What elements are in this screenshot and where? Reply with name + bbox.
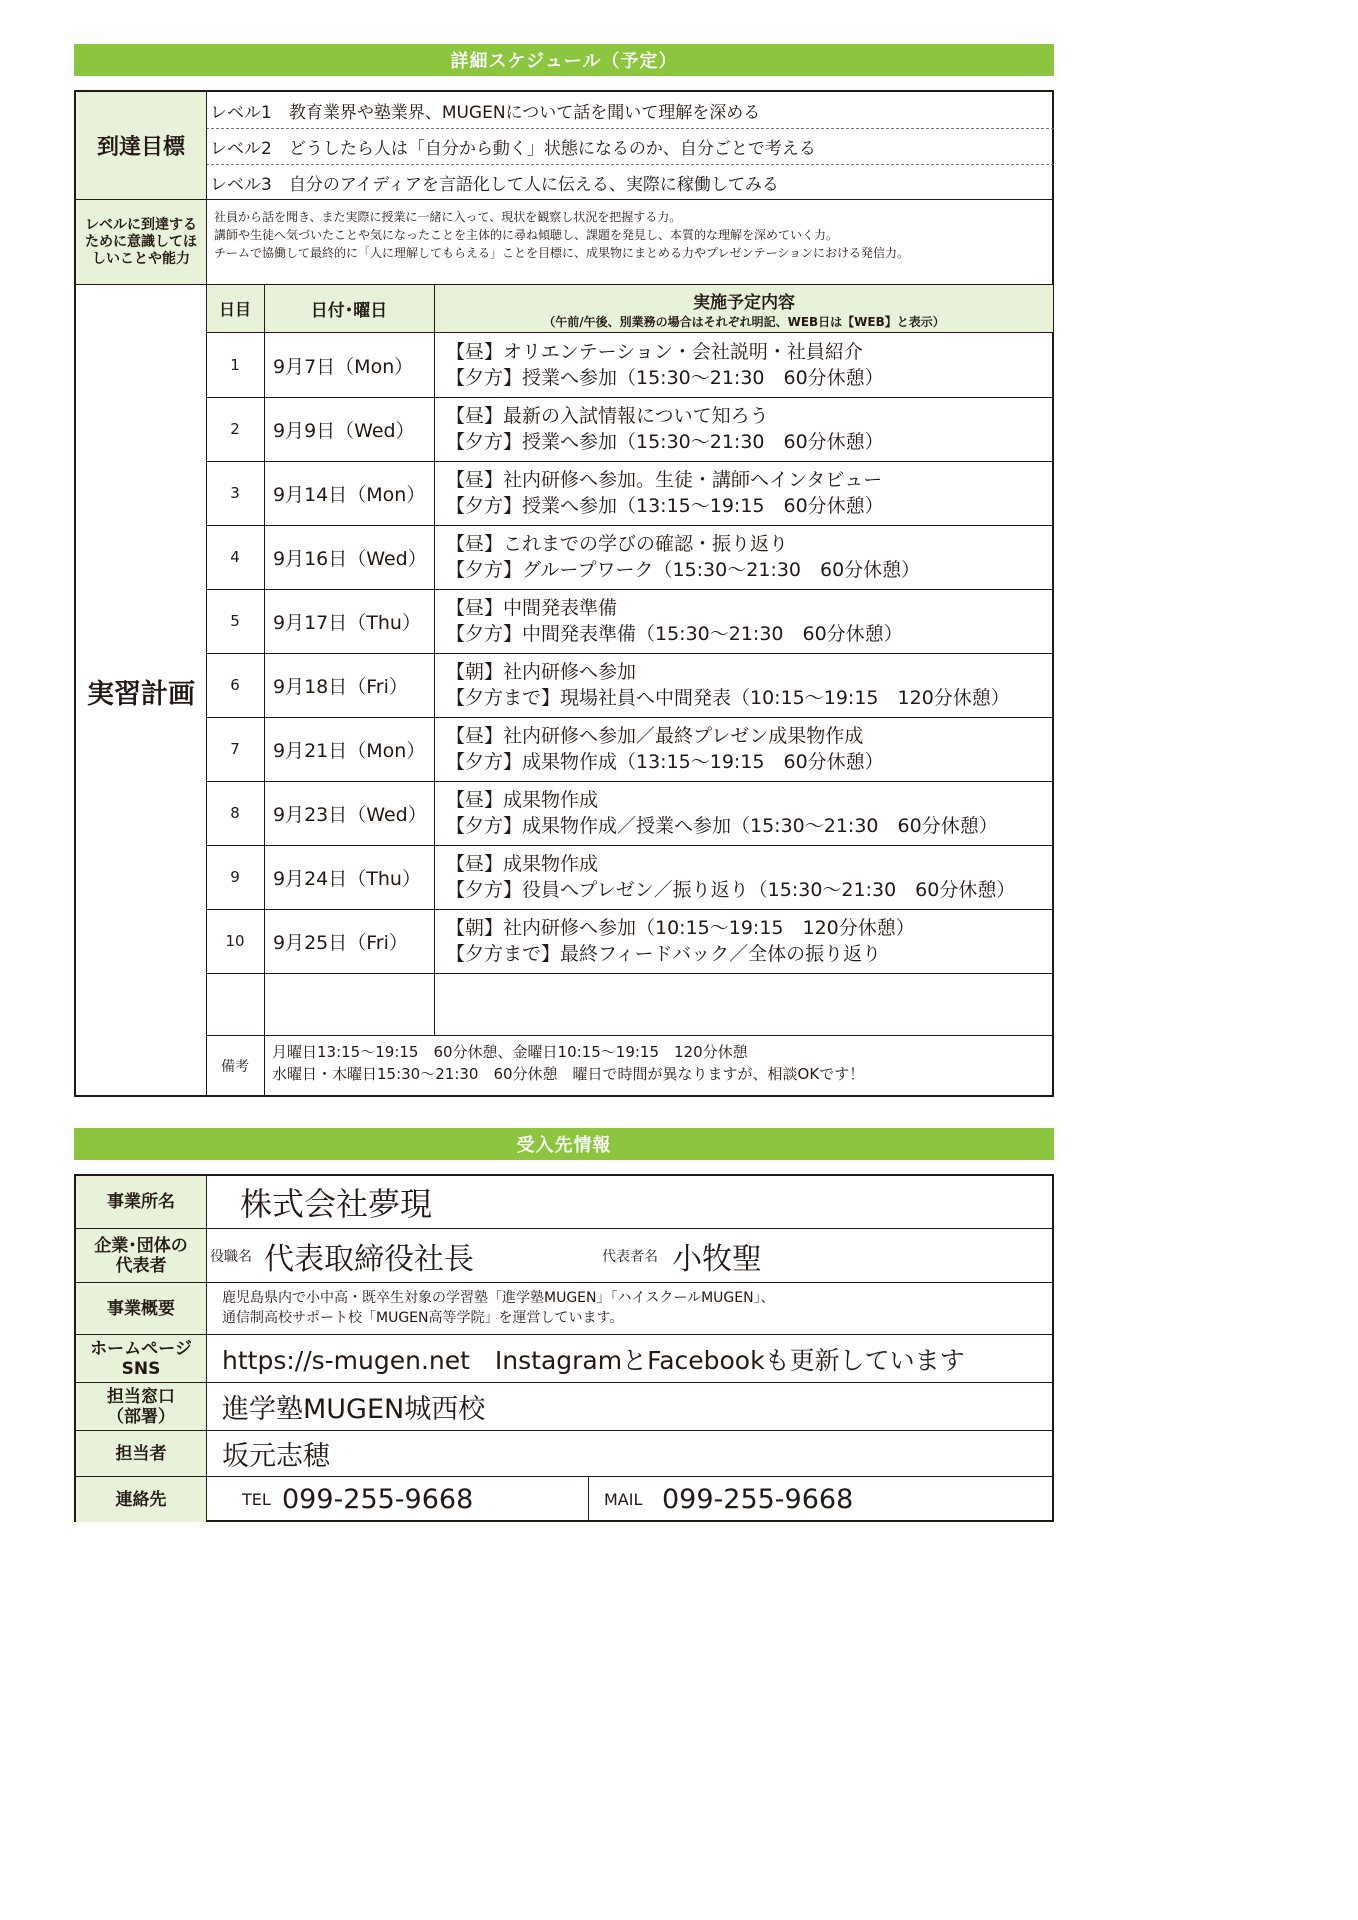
day-content xyxy=(446,461,884,525)
day-number: 4 xyxy=(230,548,240,566)
notes-line: 水曜日・木曜日15:30～21:30 60分休憩 曜日で時間が異なりますが、相談OKです！ xyxy=(272,1065,865,1083)
mail-value[interactable]: 099-255-9668 xyxy=(662,1484,854,1515)
goal-level-2: レベル2 どうしたら人は「自分から動く」状態になるのか、自分ごとで考える xyxy=(210,138,816,159)
day-content-line: 【昼】社内研修へ参加／最終プレゼン成果物作成 xyxy=(446,725,864,747)
day-date: 9月14日（Mon） xyxy=(273,483,426,506)
day-content-line: 【朝】社内研修へ参加（10:15～19:15 120分休憩） xyxy=(446,917,915,939)
department-value: 進学塾MUGEN城西校 xyxy=(222,1394,486,1425)
overview-line: 鹿児島県内で小中高・既卒生対象の学習塾「進学塾MUGEN」「ハイスクールMUGEN」、 xyxy=(222,1290,775,1306)
day-content xyxy=(446,909,915,973)
tel-value[interactable]: 099-255-9668 xyxy=(282,1484,474,1515)
day-content xyxy=(446,525,920,589)
day-date: 9月25日（Fri） xyxy=(273,931,408,954)
person-value: 坂元志穂 xyxy=(222,1441,330,1472)
day-content-line: 【昼】オリエンテーション・会社説明・社員紹介 xyxy=(446,341,863,363)
day-content-line: 【昼】成果物作成 xyxy=(446,853,599,875)
day-content xyxy=(446,333,884,397)
day-content xyxy=(446,653,1010,717)
mail-small-label: MAIL xyxy=(604,1490,643,1509)
day-number: 10 xyxy=(225,932,245,950)
rep-name-value: 小牧聖 xyxy=(672,1241,762,1277)
day-content-line: 【夕方まで】最終フィードバック／全体の振り返り xyxy=(446,943,882,965)
goal-level-1: レベル1 教育業界や塾業界、MUGENについて話を聞いて理解を深める xyxy=(210,102,761,123)
ability-text: 社員から話を聞き、また実際に授業に一緒に入って、現状を観察し状況を把握する力。 xyxy=(214,210,682,224)
rep-name-small-label: 代表者名 xyxy=(602,1248,658,1265)
day-content-line: 【昼】最新の入試情報について知ろう xyxy=(446,405,769,427)
day-date: 9月21日（Mon） xyxy=(273,739,426,762)
day-content-line: 【昼】社内研修へ参加。生徒・講師へインタビュー xyxy=(446,469,883,491)
day-date: 9月23日（Wed） xyxy=(273,803,427,826)
day-date: 9月9日（Wed） xyxy=(273,419,415,442)
abilities-label-line: レベルに到達する xyxy=(85,216,197,233)
ability-text: チームで協働して最終的に「人に理解してもらえる」ことを目標に、成果物にまとめる力やプレゼンテーションにおける発信力。 xyxy=(214,246,910,260)
day-number: 1 xyxy=(230,356,240,374)
day-content-line: 【夕方】授業へ参加（13:15～19:15 60分休憩） xyxy=(446,495,884,517)
day-content-line: 【夕方】成果物作成（13:15～19:15 60分休憩） xyxy=(446,751,884,773)
day-content xyxy=(446,781,998,845)
day-content-line: 【夕方】成果物作成／授業へ参加（15:30～21:30 60分休憩） xyxy=(446,815,998,837)
day-date: 9月24日（Thu） xyxy=(273,867,421,890)
day-date: 9月16日（Wed） xyxy=(273,547,427,570)
person-label: 担当者 xyxy=(76,1431,206,1476)
goals-label: 到達目標 xyxy=(76,92,206,199)
header-content xyxy=(434,287,1054,331)
day-content-line: 【夕方】中間発表準備（15:30～21:30 60分休憩） xyxy=(446,623,903,645)
representative-label-line: 代表者 xyxy=(115,1255,167,1276)
web-label xyxy=(76,1335,206,1382)
day-content-line: 【夕方まで】現場社員へ中間発表（10:15～19:15 120分休憩） xyxy=(446,687,1010,709)
notes-line: 月曜日13:15～19:15 60分休憩、金曜日10:15～19:15 120分休憩 xyxy=(272,1043,748,1061)
website-link[interactable]: https://s-mugen.net InstagramとFacebookも更新しています xyxy=(222,1345,965,1375)
day-content xyxy=(446,717,884,781)
tel-small-label: TEL xyxy=(242,1490,271,1509)
header-date: 日付･曜日 xyxy=(310,301,388,321)
overview-line: 通信制高校サポート校「MUGEN高等学院」を運営しています。 xyxy=(222,1310,624,1326)
day-number: 3 xyxy=(230,484,240,502)
position-small-label: 役職名 xyxy=(210,1248,252,1265)
web-label-line: ホームページ xyxy=(90,1338,192,1359)
day-content-line: 【昼】成果物作成 xyxy=(446,789,599,811)
day-date: 9月7日（Mon） xyxy=(273,355,414,378)
overview-text xyxy=(222,1288,775,1328)
day-content-line: 【夕方】グループワーク（15:30～21:30 60分休憩） xyxy=(446,559,921,581)
ability-text: 講師や生徒へ気づいたことや気になったことを主体的に尋ね傾聴し、課題を発見し、本質的な理解を深めていく力。 xyxy=(214,228,839,242)
day-content-line: 【夕方】役員へプレゼン／振り返り（15:30～21:30 60分休憩） xyxy=(446,879,1016,901)
day-number: 7 xyxy=(230,740,240,758)
day-number: 2 xyxy=(230,420,240,438)
abilities-label-line: ために意識してほ xyxy=(85,233,197,250)
notes-label: 備考 xyxy=(221,1059,249,1075)
abilities-label xyxy=(76,200,206,284)
overview-label: 事業概要 xyxy=(76,1283,206,1334)
day-date: 9月18日（Fri） xyxy=(273,675,408,698)
day-number: 6 xyxy=(230,676,240,694)
day-content-line: 【夕方】授業へ参加（15:30～21:30 60分休憩） xyxy=(446,431,884,453)
day-number: 9 xyxy=(230,868,240,886)
day-number: 5 xyxy=(230,612,240,630)
header-content-note: （午前/午後、別業務の場合はそれぞれ明記、WEB日は【WEB】と表示） xyxy=(543,315,945,329)
department-label-line: 担当窓口 xyxy=(107,1386,175,1407)
header-day: 日目 xyxy=(218,300,251,319)
day-content xyxy=(446,589,903,653)
schedule-table xyxy=(74,90,1054,1097)
host-info-table xyxy=(74,1174,1054,1522)
day-date: 9月17日（Thu） xyxy=(273,611,421,634)
web-label-line: SNS xyxy=(121,1358,161,1379)
position-value: 代表取締役社長 xyxy=(264,1241,474,1277)
office-value: 株式会社夢現 xyxy=(240,1185,433,1223)
representative-label-line: 企業･団体の xyxy=(94,1235,188,1256)
day-content-line: 【朝】社内研修へ参加 xyxy=(446,661,637,683)
day-content-line: 【昼】中間発表準備 xyxy=(446,597,618,619)
representative-label xyxy=(76,1229,206,1282)
schedule-section-banner: 詳細スケジュール（予定） xyxy=(74,44,1054,76)
department-label-line: （部署） xyxy=(107,1406,175,1427)
department-label xyxy=(76,1383,206,1430)
day-content-line: 【昼】これまでの学びの確認・振り返り xyxy=(446,533,789,555)
day-content xyxy=(446,845,1015,909)
day-content xyxy=(446,397,884,461)
goal-level-3: レベル3 自分のアイディアを言語化して人に伝える、実際に稼働してみる xyxy=(210,174,779,195)
day-content-line: 【夕方】授業へ参加（15:30～21:30 60分休憩） xyxy=(446,367,884,389)
day-number: 8 xyxy=(230,804,240,822)
host-section-banner: 受入先情報 xyxy=(74,1128,1054,1160)
header-content-title: 実施予定内容 xyxy=(693,293,795,313)
office-label: 事業所名 xyxy=(76,1176,206,1228)
notes-text xyxy=(272,1041,864,1085)
abilities-label-line: しいことや能力 xyxy=(92,250,190,267)
plan-label: 実習計画 xyxy=(87,678,195,710)
contact-label: 連絡先 xyxy=(76,1477,206,1522)
